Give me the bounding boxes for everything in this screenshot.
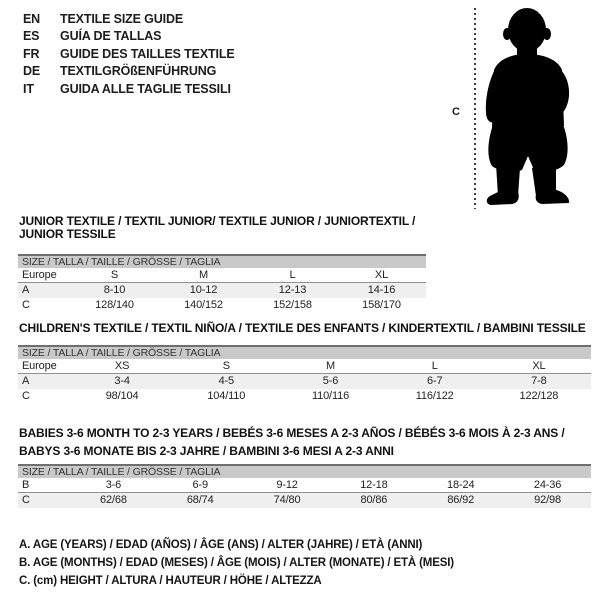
legend-line-c: C. (cm) HEIGHT / ALTURA / HAUTEUR / HÖHE / ALTEZZA <box>19 574 322 587</box>
size-cell: 80/86 <box>360 494 388 506</box>
language-row <box>23 28 235 45</box>
size-cell: M <box>326 360 336 372</box>
height-dotted-line <box>474 8 476 209</box>
language-label: GUIDA ALLE TAGLIE TESSILI <box>60 81 231 96</box>
size-table-babies <box>18 424 591 508</box>
size-cell: 14-16 <box>367 284 396 296</box>
language-row <box>23 11 235 28</box>
row-label: Europe <box>22 269 57 281</box>
language-row <box>23 63 235 80</box>
language-label: TEXTILE SIZE GUIDE <box>60 12 184 26</box>
language-label: GUIDE DES TAILLES TEXTILE <box>60 46 235 61</box>
babies-size-header-bar: SIZE / TALLA / TAILLE / GRÖSSE / TAGLIA <box>18 464 591 478</box>
children-row-europe <box>18 359 591 374</box>
row-label: A <box>22 284 30 296</box>
size-cell: 9-12 <box>276 479 298 491</box>
language-code: DE <box>23 64 41 79</box>
language-label: TEXTILGRÖßENFÜHRUNG <box>60 64 217 79</box>
row-label: C <box>22 494 30 506</box>
size-cell: 68/74 <box>186 494 214 506</box>
size-cell: L <box>289 269 296 281</box>
size-cell: 74/80 <box>273 494 301 506</box>
size-cell: 6-7 <box>426 375 443 387</box>
size-cell: S <box>222 360 230 372</box>
size-cell: 6-9 <box>192 479 208 491</box>
size-cell: 12-13 <box>278 284 307 296</box>
size-cell: 10-12 <box>189 284 218 296</box>
language-code: EN <box>23 12 41 26</box>
children-row-c <box>18 389 591 404</box>
size-table-junior <box>18 215 426 313</box>
size-cell: XS <box>114 360 130 372</box>
size-cell: 4-5 <box>218 375 235 387</box>
junior-size-header-bar: SIZE / TALLA / TAILLE / GRÖSSE / TAGLIA <box>18 254 426 268</box>
children-size-header-bar: SIZE / TALLA / TAILLE / GRÖSSE / TAGLIA <box>18 345 591 359</box>
babies-table-title-line2: BABYS 3-6 MONATE BIS 2-3 JAHRE / BAMBINI 3-6 MESI A 2-3 ANNI <box>19 444 394 458</box>
size-cell: XL <box>532 360 546 372</box>
toddler-silhouette <box>484 6 576 210</box>
row-label: B <box>22 479 30 491</box>
size-cell: 86/92 <box>447 494 475 506</box>
junior-row-a <box>18 283 426 298</box>
measurement-legend <box>19 537 454 590</box>
size-cell: 104/110 <box>207 390 246 402</box>
size-cell: 3-4 <box>114 375 130 387</box>
size-cell: 5-6 <box>322 375 339 387</box>
size-cell: L <box>431 360 438 372</box>
language-code: FR <box>23 46 40 61</box>
size-cell: M <box>198 269 208 281</box>
babies-table-title-line1: BABIES 3-6 MONTH TO 2-3 YEARS / BEBÉS 3-6 MESES A 2-3 AÑOS / BÉBÉS 3-6 MOIS À 2-3 ANS / <box>19 426 565 440</box>
language-label: GUÍA DE TALLAS <box>60 29 162 44</box>
size-cell: 3-6 <box>105 479 122 491</box>
size-cell: 62/68 <box>100 494 127 506</box>
junior-table-title: JUNIOR TEXTILE / TEXTIL JUNIOR/ TEXTILE JUNIOR / JUNIORTEXTIL / JUNIOR TESSILE <box>19 214 416 241</box>
junior-row-europe <box>18 268 426 283</box>
legend-line-a: A. AGE (YEARS) / EDAD (AÑOS) / ÂGE (ANS) / ALTER (JAHRE) / ETÀ (ANNI) <box>19 539 423 551</box>
size-table-children <box>18 322 591 404</box>
size-cell: S <box>110 269 119 281</box>
babies-row-b <box>18 478 591 493</box>
size-cell: 8-10 <box>103 284 126 296</box>
row-label: Europe <box>22 360 57 372</box>
size-cell: 18-24 <box>447 479 475 491</box>
size-cell: 92/98 <box>534 494 561 506</box>
size-cell: 7-8 <box>531 375 547 387</box>
size-cell: 122/128 <box>519 390 559 402</box>
size-cell: 158/170 <box>362 299 401 311</box>
size-cell: 98/104 <box>105 390 139 402</box>
babies-table-grid <box>18 464 591 508</box>
junior-table-grid <box>18 254 426 313</box>
babies-table-title <box>18 424 591 460</box>
babies-row-c <box>18 493 591 508</box>
legend-line-b: B. AGE (MONTHS) / EDAD (MESES) / ÂGE (MOIS) / ALTER (MONATE) / ETÀ (MESI) <box>19 556 454 569</box>
size-cell: 128/140 <box>95 299 134 311</box>
children-table-title: CHILDREN'S TEXTILE / TEXTIL NIÑO/A / TEXTILE DES ENFANTS / KINDERTEXTIL / BAMBINI TESSILE <box>19 321 586 335</box>
size-cell: 12-18 <box>360 479 388 491</box>
language-row <box>23 46 235 63</box>
size-cell: 140/152 <box>184 299 223 311</box>
children-table-grid <box>18 345 591 404</box>
language-code: IT <box>23 81 34 96</box>
children-row-a <box>18 374 591 389</box>
row-label: C <box>22 390 30 402</box>
language-code: ES <box>23 29 40 44</box>
height-marker-label: C <box>452 106 460 118</box>
size-cell: 116/122 <box>415 390 454 402</box>
language-list <box>23 11 235 98</box>
row-label: A <box>22 375 30 387</box>
size-cell: XL <box>374 269 389 281</box>
language-row <box>23 81 235 98</box>
size-cell: 24-36 <box>533 479 562 491</box>
row-label: C <box>22 299 30 311</box>
size-cell: 110/116 <box>311 390 350 402</box>
junior-row-c <box>18 298 426 313</box>
size-cell: 152/158 <box>273 299 312 311</box>
